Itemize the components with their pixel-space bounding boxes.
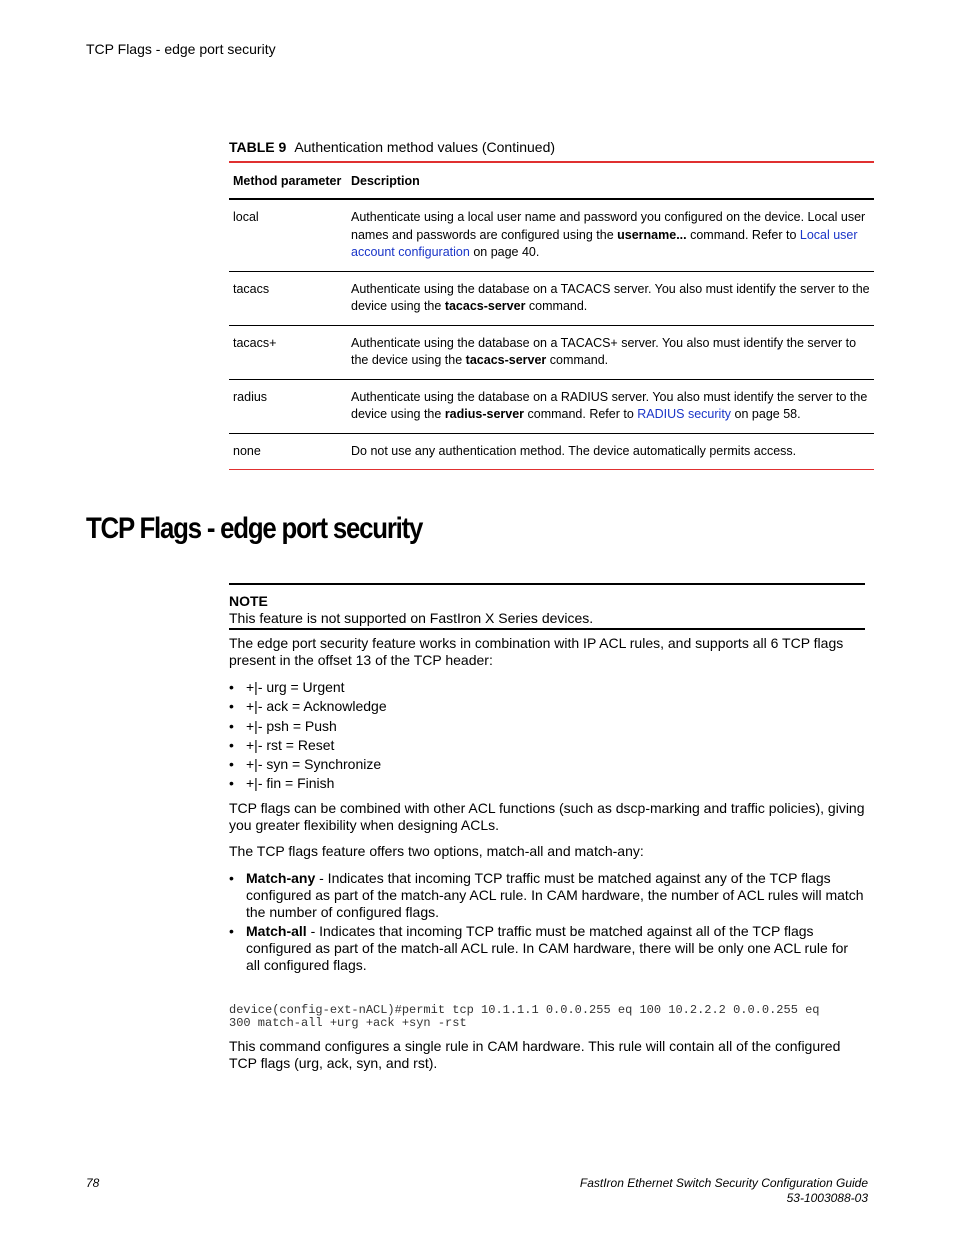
- intro-paragraph: The edge port security feature works in combination with IP ACL rules, and supports all 6 TCP flags present in the offset 13 of the TCP header:: [229, 635, 844, 668]
- method-description: [347, 325, 874, 379]
- result-paragraph: This command configures a single rule in CAM hardware. This rule will contain all of the configured TCP flags (urg, ack, syn, and rst).: [229, 1038, 841, 1071]
- code-line: device(config-ext-nACL)#permit tcp 10.1.1.1 0.0.0.255 eq 100 10.2.2.2 0.0.0.255 eq: [229, 1003, 820, 1017]
- method-description: [347, 379, 874, 433]
- desc-text: on page 58.: [731, 407, 801, 421]
- doc-number: 53-1003088-03: [786, 1191, 868, 1205]
- code-line: 300 match-all +urg +ack +syn -rst: [229, 1015, 467, 1030]
- column-header-description: Description: [347, 162, 874, 199]
- desc-command: username...: [617, 227, 687, 242]
- footer-doc-info: [580, 1176, 868, 1206]
- desc-text: command. Refer to: [524, 407, 638, 421]
- note-text: This feature is not supported on FastIron X Series devices.: [229, 610, 594, 626]
- desc-text: command.: [546, 353, 609, 367]
- list-item: [229, 923, 865, 974]
- list-item: [229, 870, 865, 921]
- local-user-link[interactable]: Local user account configuration: [351, 227, 858, 259]
- code-example: [229, 1004, 869, 1029]
- desc-text: on page 40.: [469, 245, 540, 259]
- desc-command: tacacs-server: [465, 353, 547, 367]
- method-param: none: [233, 443, 261, 458]
- list-item: • +|- fin = Finish: [229, 774, 865, 793]
- column-header-method: Method parameter: [229, 162, 347, 199]
- table-caption: [229, 139, 555, 155]
- option-term: Match-all: [246, 923, 307, 939]
- list-item: • +|- urg = Urgent: [229, 678, 865, 697]
- table-caption-text: Authentication method values (Continued): [294, 139, 556, 155]
- match-options-list: [229, 870, 865, 976]
- desc-text: Authenticate using the database on a TACACS server. You also must identify the server to the device using the: [351, 281, 870, 313]
- option-term: Match-any: [246, 870, 316, 886]
- table-row: [229, 325, 874, 379]
- page-number: 78: [86, 1176, 100, 1190]
- method-param: tacacs+: [229, 325, 347, 379]
- method-param: tacacs: [229, 271, 347, 325]
- method-description: [347, 199, 874, 271]
- table-row: [229, 433, 874, 470]
- table-row: [229, 199, 874, 271]
- table-row: [229, 271, 874, 325]
- method-description: [347, 271, 874, 325]
- table-header-row: [229, 162, 874, 199]
- auth-method-table: [229, 161, 874, 470]
- running-header: TCP Flags - edge port security: [86, 41, 276, 57]
- list-item: • +|- rst = Reset: [229, 736, 865, 755]
- option-text: - Indicates that incoming TCP traffic must be matched against any of the TCP flags configured as part of the match-any ACL rule. In CAM hardware, the number of ACL rules will match the number of configured flags.: [246, 870, 864, 920]
- table-caption-label: TABLE 9: [229, 139, 287, 155]
- desc-text: command. Refer to: [686, 227, 800, 242]
- options-paragraph: The TCP flags feature offers two options, match-all and match-any:: [229, 843, 644, 859]
- desc-command: radius-server: [444, 407, 525, 421]
- desc-text: Authenticate using a local user name and password you configured on the device. Local user names and passwords are configured using the: [351, 210, 866, 242]
- combine-paragraph: TCP flags can be combined with other ACL functions (such as dscp-marking and traffic policies), giving you greater flexibility when designing ACLs.: [229, 800, 865, 833]
- desc-command: tacacs-server: [444, 299, 526, 313]
- method-description: Do not use any authentication method. The device automatically permits access.: [351, 443, 797, 458]
- list-item: • +|- psh = Push: [229, 717, 865, 736]
- list-item: • +|- ack = Acknowledge: [229, 697, 865, 716]
- radius-security-link[interactable]: RADIUS security: [637, 407, 732, 421]
- note-box: [229, 583, 865, 630]
- list-item: • +|- syn = Synchronize: [229, 755, 865, 774]
- table-row: [229, 379, 874, 433]
- method-param: local: [229, 199, 347, 271]
- section-title: TCP Flags - edge port security: [86, 512, 423, 545]
- method-param: radius: [229, 379, 347, 433]
- doc-title: FastIron Ethernet Switch Security Configuration Guide: [579, 1176, 868, 1190]
- tcp-flags-list: [229, 678, 865, 794]
- desc-text: command.: [525, 299, 588, 313]
- option-text: - Indicates that incoming TCP traffic must be matched against all of the TCP flags configured as part of the match-all ACL rule. In CAM hardware, there will be only one ACL rule for all configured flags.: [246, 923, 849, 973]
- note-label: NOTE: [229, 593, 268, 609]
- desc-text: Authenticate using the database on a TACACS+ server. You also must identify the server to the device using the: [351, 335, 857, 367]
- desc-text: Authenticate using the database on a RADIUS server. You also must identify the server to the device using the: [351, 389, 868, 421]
